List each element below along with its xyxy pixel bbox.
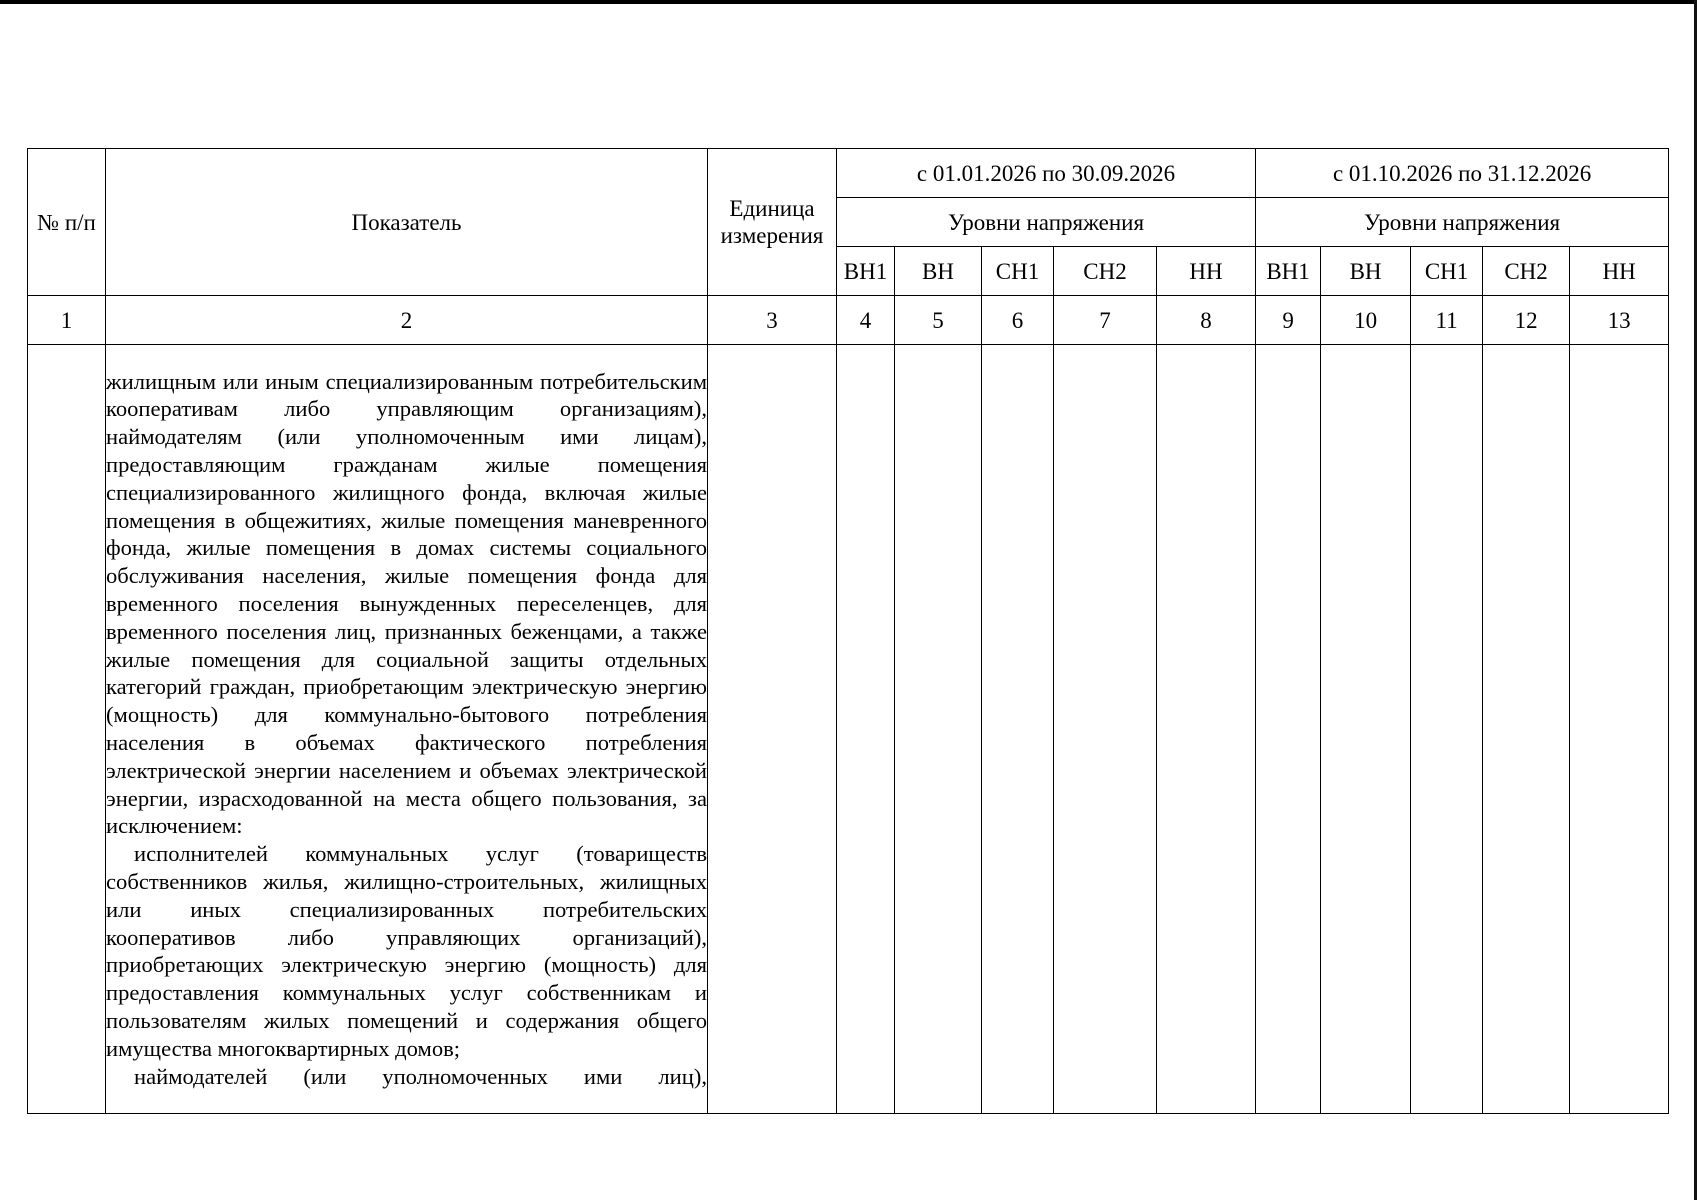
level-code: ВН [1321, 247, 1411, 296]
value-cell [1411, 345, 1483, 1114]
column-number: 9 [1256, 296, 1321, 345]
table-row [28, 345, 1669, 1114]
indicator-paragraph-1: жилищным или иным специализированным потребительским кооперативам либо управляющим организациям), наймодателям (или уполномоченным ими лицам), предоставляющим гражданам жилые помещения специализированного жилищного фонда, включая жилые помещения в общежитиях, жилые помещения маневренного фонда, жилые помещения в домах системы социального обслуживания населения, жилые помещения фонда для временного поселения вынужденных переселенцев, для временного поселения лиц, признанных беженцами, а также жилые помещения для социальной защиты отдельных категорий граждан, приобретающим электрическую энергию (мощность) для коммунально-бытового потребления населения в объемах фактического потребления электрической энергии населением и объемах электрической энергии, израсходованной на места общего пользования, за исключением: [106, 368, 707, 839]
column-number: 5 [895, 296, 982, 345]
indicator-paragraph-3: наймодателей (или уполномоченных ими лиц), [134, 1063, 707, 1089]
level-code: НН [1157, 247, 1256, 296]
column-number: 3 [708, 296, 837, 345]
header-indicator: Показатель [106, 149, 708, 296]
value-cell [1054, 345, 1157, 1114]
header-unit: Единица измерения [708, 149, 837, 296]
column-number: 1 [28, 296, 106, 345]
value-cell [982, 345, 1054, 1114]
row-number-cell [28, 345, 106, 1114]
value-cell [837, 345, 895, 1114]
level-code: СН1 [982, 247, 1054, 296]
column-number: 7 [1054, 296, 1157, 345]
header-period-1: с 01.01.2026 по 30.09.2026 [837, 149, 1256, 198]
column-number: 10 [1321, 296, 1411, 345]
header-number: № п/п [28, 149, 106, 296]
value-cell [895, 345, 982, 1114]
value-cell [1157, 345, 1256, 1114]
scan-top-border [0, 0, 1697, 4]
level-code: СН2 [1054, 247, 1157, 296]
header-period-2: с 01.10.2026 по 31.12.2026 [1256, 149, 1669, 198]
column-number: 13 [1570, 296, 1669, 345]
level-code: ВН [895, 247, 982, 296]
value-cell [1483, 345, 1570, 1114]
column-number: 6 [982, 296, 1054, 345]
value-cell [1321, 345, 1411, 1114]
column-number: 8 [1157, 296, 1256, 345]
level-code: СН2 [1483, 247, 1570, 296]
column-number: 2 [106, 296, 708, 345]
value-cell [1256, 345, 1321, 1114]
indicator-text-cell [106, 345, 708, 1114]
level-code: НН [1570, 247, 1669, 296]
column-number-row [28, 296, 1669, 345]
level-code: ВН1 [837, 247, 895, 296]
tariff-table [27, 148, 1669, 1114]
column-number: 4 [837, 296, 895, 345]
header-voltage-levels-2: Уровни напряжения [1256, 198, 1669, 247]
value-cell [1570, 345, 1669, 1114]
column-number: 11 [1411, 296, 1483, 345]
indicator-paragraph-2: исполнителей коммунальных услуг (товариществ собственников жилья, жилищно-строительных, жилищных или иных специализированных потребительских кооперативов либо управляющих организаций), приобретающих электрическую энергию (мощность) для предоставления коммунальных услуг собственникам и пользователям жилых помещений и содержания общего имущества многоквартирных домов; [106, 841, 707, 1061]
level-code: СН1 [1411, 247, 1483, 296]
header-voltage-levels-1: Уровни напряжения [837, 198, 1256, 247]
unit-cell [708, 345, 837, 1114]
level-code: ВН1 [1256, 247, 1321, 296]
header-row-period [28, 149, 1669, 198]
column-number: 12 [1483, 296, 1570, 345]
